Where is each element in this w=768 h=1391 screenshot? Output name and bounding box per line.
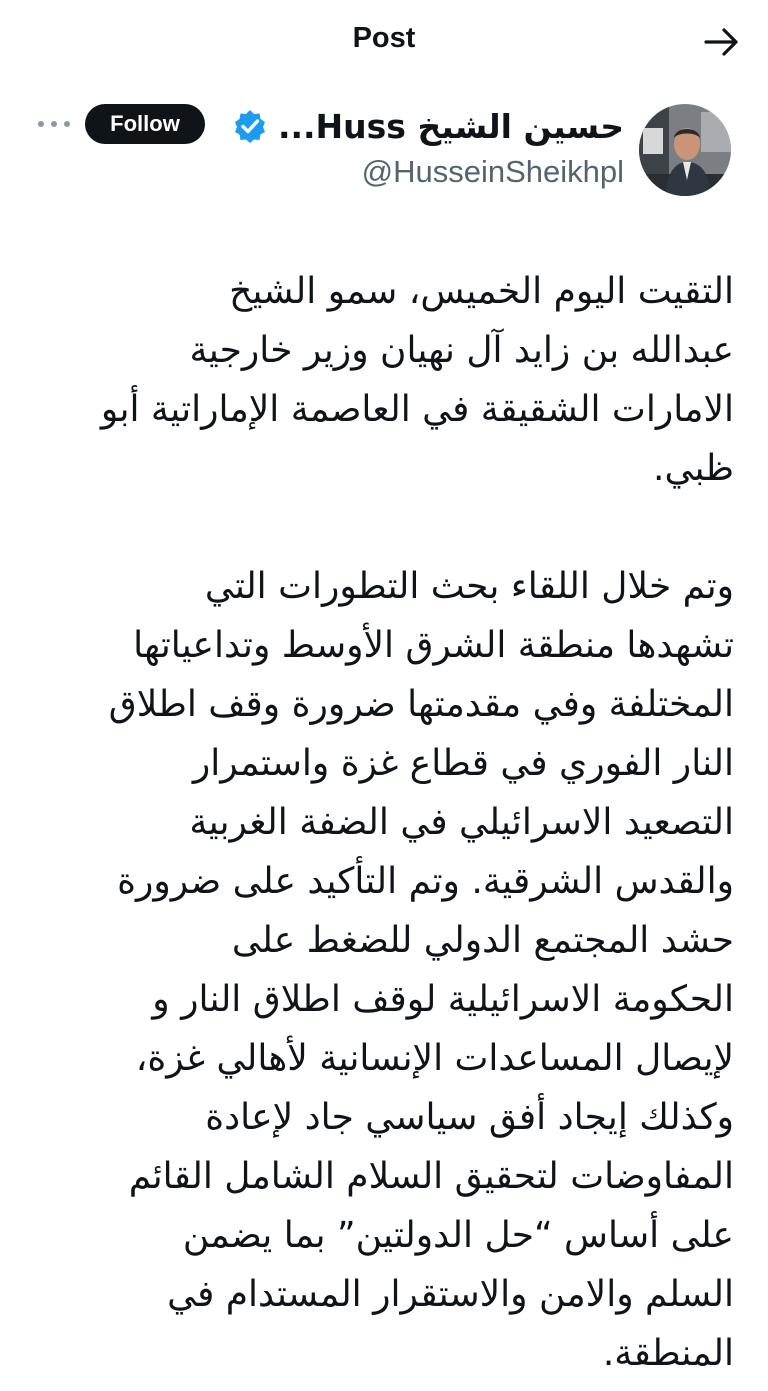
top-bar [0, 0, 768, 84]
name-row [232, 104, 624, 148]
tweet-text: التقيت اليوم الخميس، سمو الشيخ عبدالله بن زايد آل نهيان وزير خارجية الامارات الشقيقة في العاصمة الإماراتية أبو ظبي. وتم خلال اللقاء بحث التطورات التي تشهدها منطقة الشرق الأوسط وتداعياتها المختلفة وفي مقدمتها ضرورة وقف اطلاق النار الفوري في قطاع غزة واستمرار التصعيد الاسرائيلي في الضفة الغربية والقدس الشرقية. وتم التأكيد على ضرورة حشد المجتمع الدولي للضغط على الحكومة الاسرائيلية لوقف اطلاق النار و لإيصال المساعدات الإنسانية لأهالي غزة، وكذلك إيجاد أفق سياسي جاد لإعادة المفاوضات لتحقيق السلام الشامل القائم على أساس “حل الدولتين” بما يضمن السلم والامن والاستقرار المستدام في المنطقة. [100, 271, 734, 1374]
user-handle[interactable]: @HusseinSheikhpl [361, 154, 624, 189]
post-author [0, 96, 768, 206]
display-name[interactable]: حسين الشيخ Huss... [277, 106, 624, 146]
arrow-right-icon[interactable] [702, 22, 742, 62]
more-horizontal-icon[interactable] [38, 112, 70, 136]
verified-badge-icon [232, 108, 268, 144]
follow-button[interactable]: Follow [85, 104, 205, 144]
page-title: Post [352, 22, 416, 54]
avatar[interactable] [639, 104, 731, 196]
